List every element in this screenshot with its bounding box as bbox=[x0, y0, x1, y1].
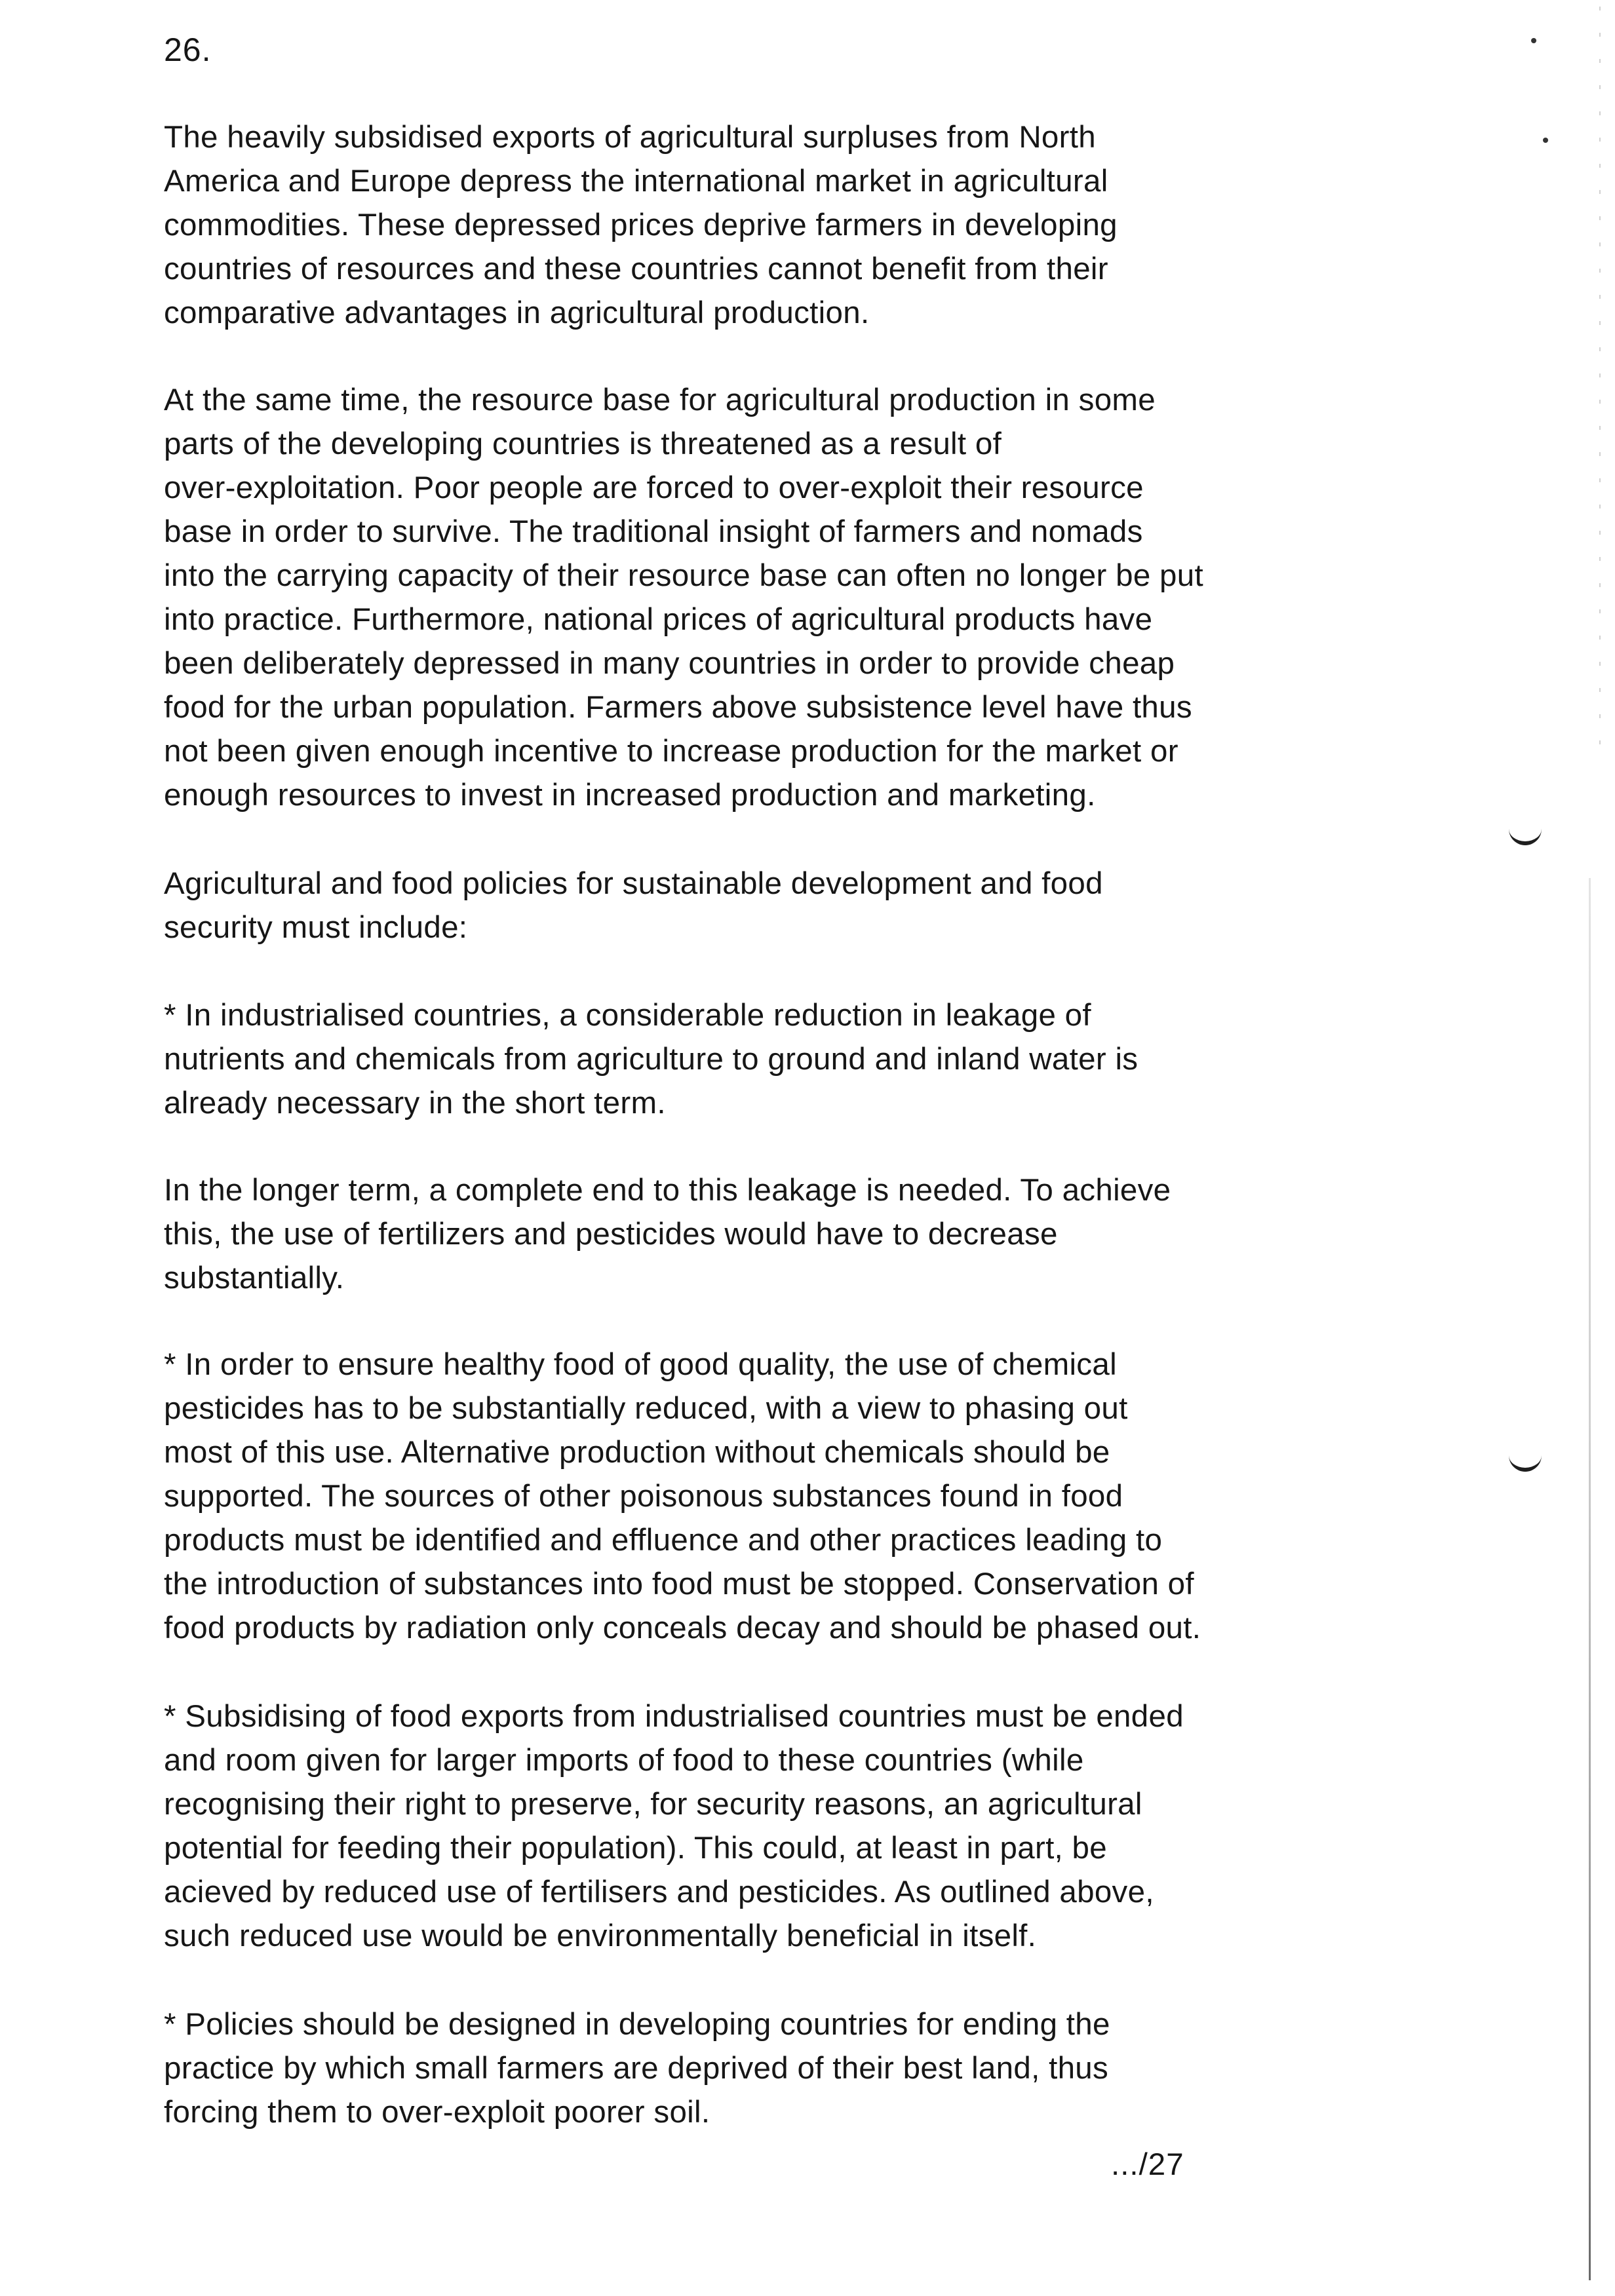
margin-check-mark bbox=[1509, 1453, 1542, 1472]
paragraph-longer-term: In the longer term, a complete end to this leakage is needed. To achieve this, the use of fertilizers and pesticides would have to decrease substantially. bbox=[164, 1173, 1171, 1295]
bullet-food-export-subsidies: * Subsidising of food exports from industrialised countries must be ended and room given for larger imports of food to these countries (while recognising their right to preserve, for security reasons, an agricultural potential for feeding their population). This could, at least in part, be acieved by reduced use of fertilisers and pesticides. As outlined above, such reduced use would be environmentally beneficial in itself. bbox=[164, 1699, 1184, 1953]
bullet-healthy-food: * In order to ensure healthy food of good quality, the use of chemical pesticides has to be substantially reduced, with a view to phasing out most of this use. Alternative production without chemicals should be supported. The sources of other poisonous substances found in food products must be identified and effluence and other practices leading to the introduction of substances into food must be stopped. Conservation of food products by radiation only conceals decay and should be phased out. bbox=[164, 1347, 1201, 1645]
paragraph-policies-intro: Agricultural and food policies for sustainable development and food security must include: bbox=[164, 866, 1103, 945]
continuation-marker: .../27 bbox=[1111, 2147, 1184, 2182]
scan-speck bbox=[1531, 38, 1536, 43]
paragraph-export-subsidies: The heavily subsidised exports of agricultural surpluses from North America and Europe depress the international market in agricultural commodities. These depressed prices deprive farmers in developing countries of resources and these countries cannot benefit from their comparative advantages in agricultural production. bbox=[164, 120, 1118, 330]
scan-speck bbox=[1543, 138, 1548, 143]
scan-edge-artifact bbox=[1589, 878, 1591, 2280]
page-number: 26. bbox=[164, 31, 212, 68]
margin-check-mark bbox=[1509, 827, 1542, 845]
scan-edge-artifact-top bbox=[1599, 7, 1601, 760]
bullet-developing-country-land: * Policies should be designed in developing countries for ending the practice by which small farmers are deprived of their best land, thus forcing them to over-exploit poorer soil. bbox=[164, 2007, 1110, 2130]
bullet-nutrient-leakage: * In industrialised countries, a considerable reduction in leakage of nutrients and chemicals from agriculture to ground and inland water is already necessary in the short term. bbox=[164, 998, 1138, 1120]
paragraph-resource-base: At the same time, the resource base for agricultural production in some parts of the developing countries is threatened as a result of over-exploitation. Poor people are forced to over-exploit their resource base in order to survive. The traditional insight of farmers and nomads into the carrying capacity of their resource base can often no longer be put into practice. Furthermore, national prices of agricultural products have been deliberately depressed in many countries in order to provide cheap food for the urban population. Farmers above subsistence level have thus not been given enough incentive to increase production for the market or enough resources to invest in increased production and marketing. bbox=[164, 383, 1203, 813]
